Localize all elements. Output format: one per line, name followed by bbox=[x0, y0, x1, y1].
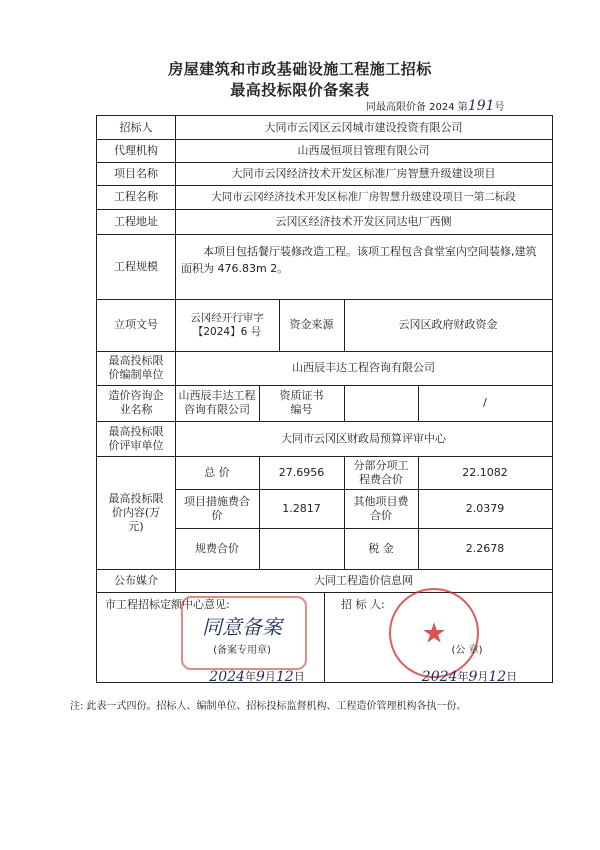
tenderer-date-day: 12 bbox=[488, 669, 507, 685]
consult-company-value: 山西辰丰达工程咨询有限公司 bbox=[178, 389, 256, 416]
works-name-value: 大同市云冈经济技术开发区标准厂房智慧升级建设项目一第二标段 bbox=[211, 191, 516, 203]
partial-cost-value: 22.1082 bbox=[462, 465, 508, 479]
approval-handwriting: 同意备案 bbox=[202, 615, 282, 639]
other-cost-value: 2.0379 bbox=[465, 501, 505, 515]
tenderer-value: 大同市云冈区云冈城市建设投资有限公司 bbox=[264, 120, 463, 134]
review-unit-label: 最高投标限价评审单位 bbox=[108, 424, 164, 452]
address-label: 工程地址 bbox=[114, 214, 158, 228]
seal-star-icon: ★ bbox=[421, 616, 447, 650]
fee-label: 规费合价 bbox=[195, 541, 239, 555]
document-subtitle: 最高投标限价备案表 bbox=[230, 81, 370, 99]
center-date-year: 2024 bbox=[209, 669, 245, 685]
fund-source-label: 资金来源 bbox=[289, 318, 334, 331]
project-name-label: 项目名称 bbox=[114, 166, 158, 180]
compiler-label: 最高投标限价编制单位 bbox=[108, 354, 164, 381]
tenderer-seal bbox=[389, 588, 479, 678]
price-content-label: 最高投标限价内容(万元) bbox=[108, 491, 164, 533]
center-opinion-label: 市工程招标定额中心意见: bbox=[105, 598, 230, 611]
footnote: 注: 此表一式四份。招标人、编制单位、招标投标监督机构、工程造价管理机构各执一份。 bbox=[70, 701, 467, 712]
tenderer-date-year: 2024 bbox=[421, 669, 458, 685]
cert-number-label: 资质证书编号 bbox=[279, 389, 324, 416]
total-price-value: 27.6956 bbox=[278, 465, 325, 479]
measure-cost-label: 项目措施费合 价 bbox=[184, 494, 250, 522]
media-value: 大同工程造价信息网 bbox=[314, 573, 413, 587]
tax-value: 2.2678 bbox=[465, 541, 505, 555]
review-unit-value: 大同市云冈区财政局预算评审中心 bbox=[281, 431, 446, 445]
tenderer-label: 招标人 bbox=[119, 120, 153, 134]
other-cost-label: 其他项目费合价 bbox=[353, 494, 409, 522]
agency-value: 山西晟恒项目管理有限公司 bbox=[297, 143, 430, 157]
partial-cost-label: 分部分项工程费合价 bbox=[353, 458, 409, 486]
tax-label: 税 金 bbox=[368, 541, 394, 555]
tenderer-date: 2024 年 9 月 12 日 bbox=[421, 669, 518, 685]
consult-company-label: 造价咨询企业名称 bbox=[108, 389, 164, 416]
approval-number-value: 云冈经开行审字【2024】6 号 bbox=[190, 312, 264, 338]
center-date: 2024 年 9 月 12 日 bbox=[209, 669, 305, 685]
cert-number-value: / bbox=[483, 396, 487, 409]
tenderer-date-month: 9 bbox=[468, 669, 478, 685]
filing-number-line bbox=[366, 98, 505, 114]
compiler-value: 山西辰丰达工程咨询有限公司 bbox=[292, 361, 435, 374]
agency-label: 代理机构 bbox=[114, 143, 158, 157]
seal-note: (公 章) bbox=[451, 645, 483, 656]
stamp-note: (备案专用章) bbox=[213, 645, 271, 656]
center-date-day: 12 bbox=[275, 669, 294, 685]
approval-number-label: 立项文号 bbox=[114, 318, 158, 331]
measure-cost-value: 1.2817 bbox=[282, 501, 321, 515]
filing-suffix: 号 bbox=[494, 102, 505, 113]
scale-value: 本项目包括餐厅装修改造工程。该项工程包含食堂室内空间装修,建筑面积为 476.83m 2。 bbox=[181, 245, 537, 275]
total-price-label: 总 价 bbox=[204, 465, 230, 479]
scale-label: 工程规模 bbox=[114, 259, 158, 273]
project-name-value: 大同市云冈经济技术开发区标准厂房智慧升级建设项目 bbox=[231, 166, 496, 180]
tenderer-sign-label: 招 标 人: bbox=[341, 598, 385, 611]
address-value: 云冈区经济技术开发区同达电厂西侧 bbox=[275, 214, 452, 228]
fund-source-value: 云冈区政府财政资金 bbox=[398, 318, 498, 331]
works-name-label: 工程名称 bbox=[114, 190, 158, 203]
media-label: 公布媒介 bbox=[114, 573, 158, 587]
filing-number: 191 bbox=[467, 98, 495, 114]
center-date-month: 9 bbox=[255, 669, 265, 685]
filing-prefix: 同最高限价备 2024 第 bbox=[366, 102, 468, 113]
document-title: 房屋建筑和市政基础设施工程施工招标 bbox=[168, 60, 432, 78]
filing-table bbox=[96, 115, 553, 683]
